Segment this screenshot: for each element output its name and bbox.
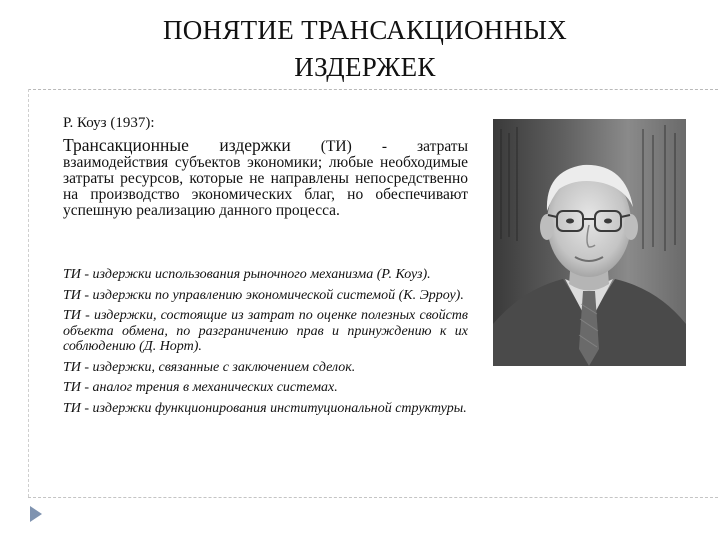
list-item: ТИ - издержки функционирования институциональной структуры. xyxy=(63,400,467,416)
slide-title xyxy=(60,12,670,86)
left-divider xyxy=(28,89,29,497)
title-divider xyxy=(28,89,718,90)
list-item: ТИ - издержки, состоящие из затрат по оценке полезных свойств объекта обмена, по разграничению прав и принуждению к их соблюдению (Д. Норт). xyxy=(63,308,468,354)
person-portrait-icon xyxy=(493,119,686,366)
portrait-photo xyxy=(493,119,686,366)
title-line-1: ПОНЯТИЕ ТРАНСАКЦИОННЫХ xyxy=(162,15,568,45)
list-item: ТИ - издержки, связанные с заключением сделок. xyxy=(63,359,356,375)
list-item: ТИ - аналог трения в механических системах. xyxy=(63,380,338,395)
definitions-list xyxy=(63,267,468,421)
title-line-2: ИЗДЕРЖЕК xyxy=(294,52,436,82)
next-slide-arrow-icon[interactable] xyxy=(30,506,42,522)
bottom-divider xyxy=(28,497,718,498)
list-item: ТИ - издержки по управлению экономической системой (К. Эрроу). xyxy=(63,287,464,303)
author-citation: Р. Коуз (1937): xyxy=(63,115,155,131)
definition-paragraph xyxy=(63,137,468,219)
definition-term: Трансакционные издержки xyxy=(63,135,291,155)
definition-text: (ТИ) - затраты взаимодействия субъектов экономики; любые необходимые затраты ресурсов, которые не направлены непосредственно на производство экономических благ, но обеспечивают успешную реализацию данного процесса. xyxy=(63,138,468,219)
list-item: ТИ - издержки использования рыночного механизма (Р. Коуз). xyxy=(63,267,431,282)
